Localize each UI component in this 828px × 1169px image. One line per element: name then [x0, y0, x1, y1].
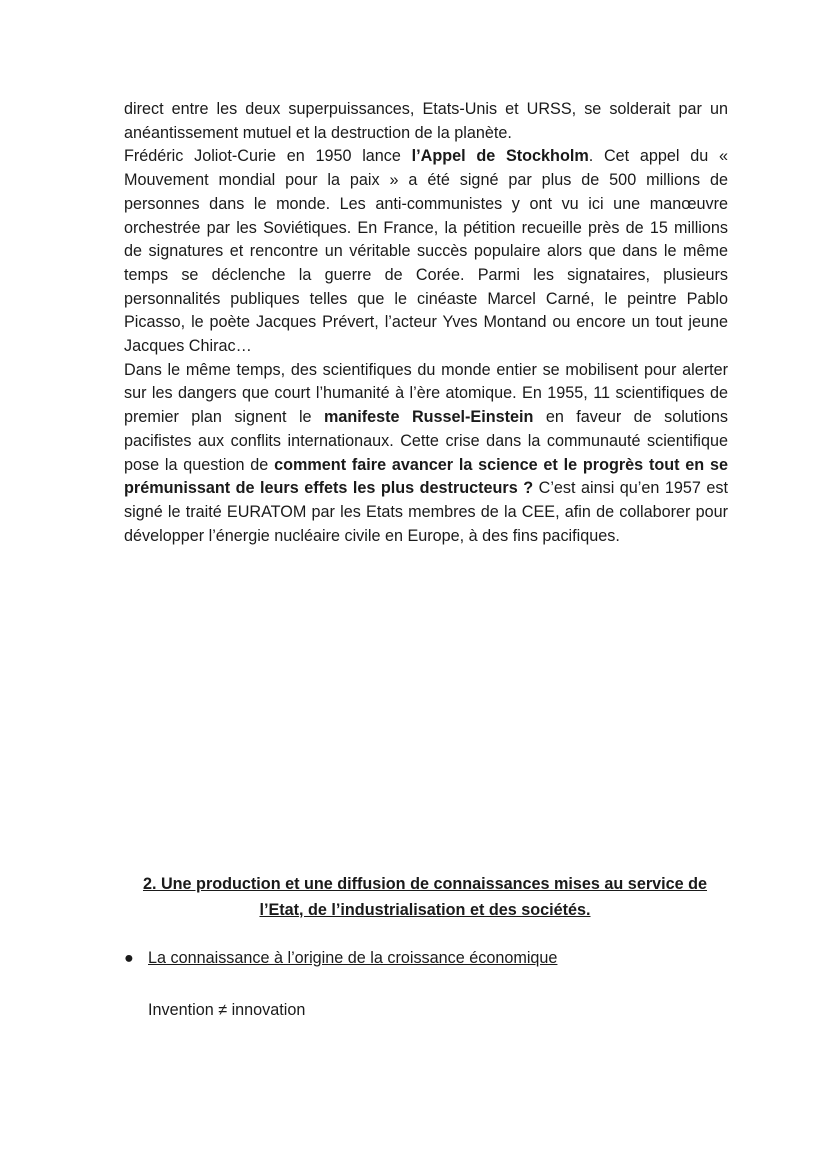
paragraph — [124, 359, 728, 549]
text-segment: Frédéric Joliot-Curie en 1950 lance — [124, 147, 412, 166]
text-segment: . Cet appel du « Mouvement mondial pour la paix » a été signé par plus de 500 millions de personnes dans le monde. Les anti-communistes y ont vu ici une manœuvre orchestrée par les Soviétiques. En France, la pétition recueille près de 15 millions de signatures et rencontre un véritable succès populaire alors que dans le même temps se déclenche la guerre de Corée. Parmi les signataires, plusieurs personnalités publiques telles que le cinéaste Marcel Carné, le peintre Pablo Picasso, le poète Jacques Prévert, l’acteur Yves Montand ou encore un tout jeune Jacques Chirac… — [124, 147, 728, 356]
section-heading — [110, 871, 740, 923]
bullet-item — [124, 946, 557, 970]
bold-term-manifeste: manifeste Russel-Einstein — [323, 408, 534, 427]
section-heading-line-1: 2. Une production et une diffusion de connaissances mises au service de — [142, 875, 708, 893]
section-heading-line-2: l’Etat, de l’industrialisation et des sociétés. — [259, 901, 591, 919]
text-segment: Dans le même temps, des scientifiques du monde entier se mobilisent pour alerter sur les dangers que court l’humanité à l’ère atomique. En 1955, 11 scientifiques de premier plan signent le — [124, 360, 728, 427]
bullet-icon: ● — [124, 949, 134, 967]
sub-text: Invention ≠ innovation — [148, 1001, 306, 1019]
body-text — [124, 98, 728, 548]
bullet-label: La connaissance à l’origine de la croissance économique — [148, 949, 558, 967]
text-segment: en faveur de solutions pacifistes aux conflits internationaux. Cette crise dans la communauté scientifique pose la question de — [124, 408, 728, 474]
text-segment: direct entre les deux superpuissances, Etats-Unis et URSS, se solderait par un anéantissement mutuel et la destruction de la planète. — [124, 100, 728, 142]
bold-question: comment faire avancer la science et le progrès tout en se prémunissant de leurs effets les plus destructeurs ? — [124, 455, 729, 498]
paragraph — [124, 145, 728, 358]
text-segment: C’est ainsi qu’en 1957 est signé le traité EURATOM par les Etats membres de la CEE, afin de collaborer pour développer l’énergie nucléaire civile en Europe, à des fins pacifiques. — [124, 479, 728, 545]
paragraph — [124, 98, 728, 145]
bold-term-appel-stockholm: l’Appel de Stockholm — [411, 147, 589, 166]
